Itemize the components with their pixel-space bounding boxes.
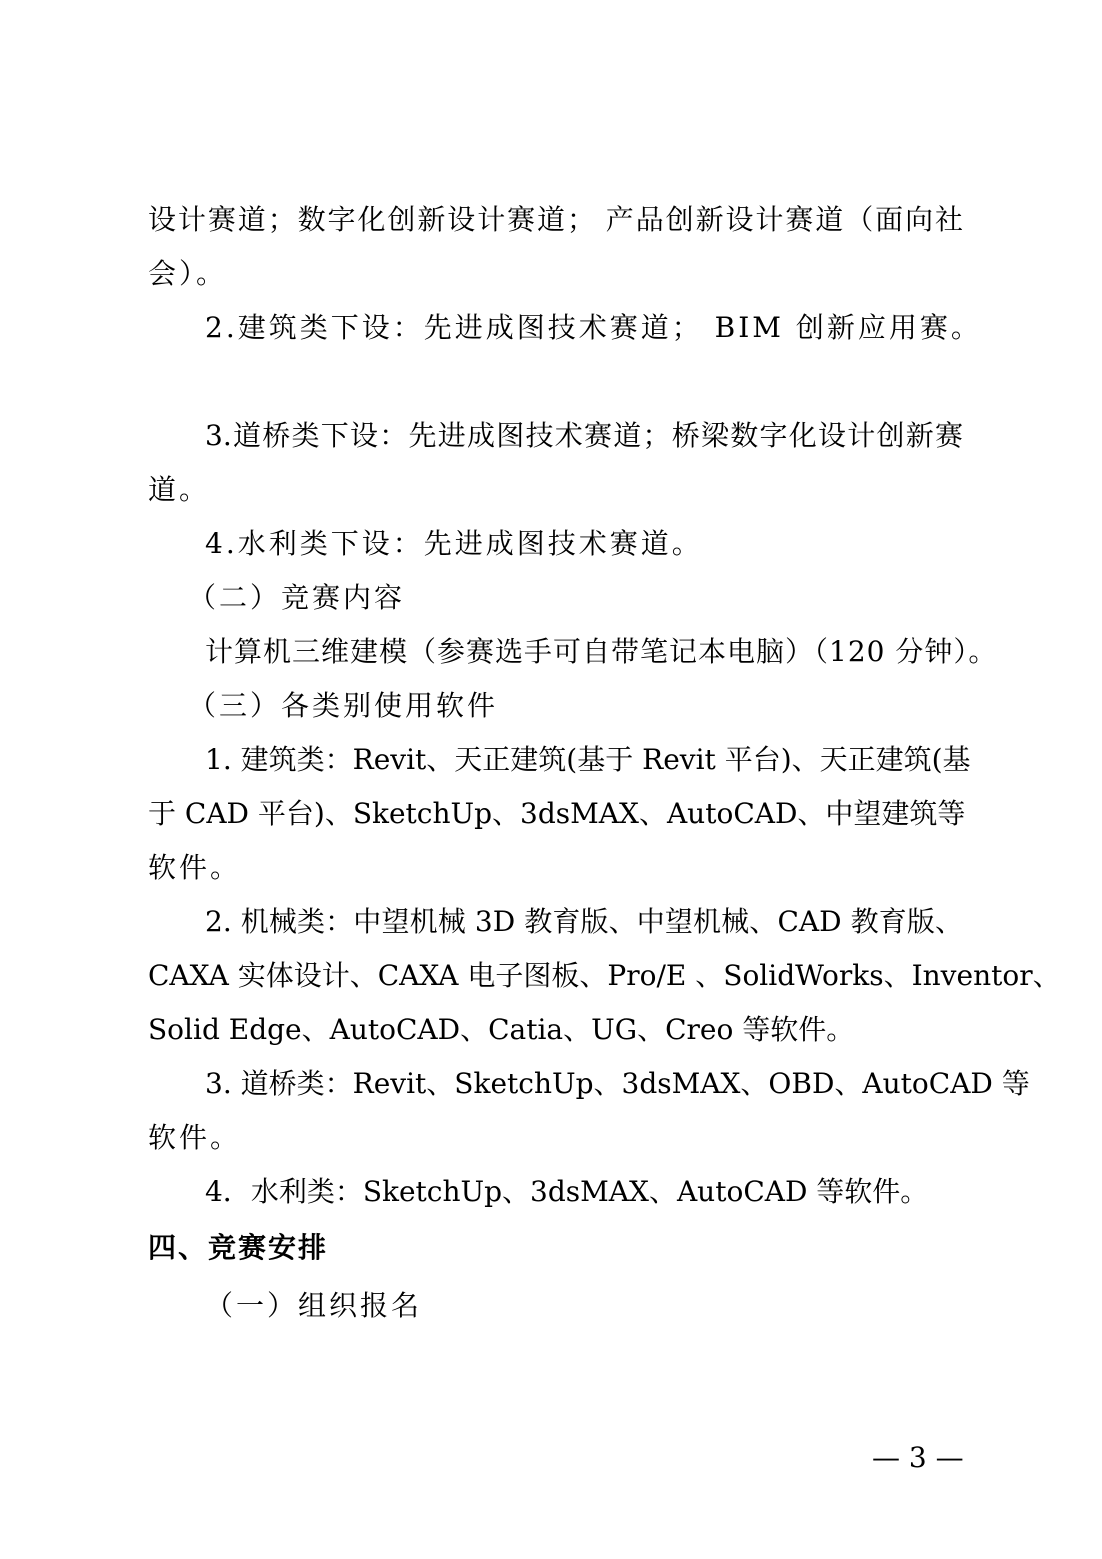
paragraph-line: 会）。	[148, 257, 228, 290]
paragraph-line: 3. 道桥类：Revit、SketchUp、3dsMAX、OBD、AutoCAD 等	[205, 1067, 1030, 1100]
paragraph-line: 道。	[148, 473, 211, 506]
paragraph-line: 3.道桥类下设：先进成图技术赛道；桥梁数字化设计创新赛	[205, 419, 963, 452]
paragraph-line: 2. 机械类：中望机械 3D 教育版、中望机械、CAD 教育版、	[205, 905, 963, 938]
paragraph-line: 设计赛道；数字化创新设计赛道； 产品创新设计赛道（面向社	[148, 203, 963, 236]
page-number: — 3 —	[872, 1441, 964, 1474]
paragraph-line: 软件。	[148, 1121, 242, 1154]
paragraph-line: 2.建筑类下设：先进成图技术赛道； BIM 创新应用赛。	[205, 311, 982, 344]
section-title: （二）竞赛内容	[188, 581, 406, 614]
paragraph-line: 1. 建筑类：Revit、天正建筑(基于 Revit 平台)、天正建筑(基	[205, 743, 971, 776]
paragraph-line: Solid Edge、AutoCAD、Catia、UG、Creo 等软件。	[148, 1013, 855, 1046]
section-title: （一）组织报名	[205, 1289, 423, 1322]
paragraph-line: CAXA 实体设计、CAXA 电子图板、Pro/E 、SolidWorks、Inventor、	[148, 959, 1061, 992]
paragraph-line: 软件。	[148, 851, 242, 884]
section-title: （三）各类别使用软件	[188, 689, 499, 722]
chapter-heading: 四、竞赛安排	[148, 1231, 329, 1264]
paragraph-line: 4．水利类：SketchUp、3dsMAX、AutoCAD 等软件。	[205, 1175, 929, 1208]
paragraph-line: 于 CAD 平台)、SketchUp、3dsMAX、AutoCAD、中望建筑等	[148, 797, 966, 830]
paragraph-line: 计算机三维建模（参赛选手可自带笔记本电脑）（120 分钟）。	[205, 635, 998, 668]
paragraph-line: 4.水利类下设：先进成图技术赛道。	[205, 527, 703, 560]
